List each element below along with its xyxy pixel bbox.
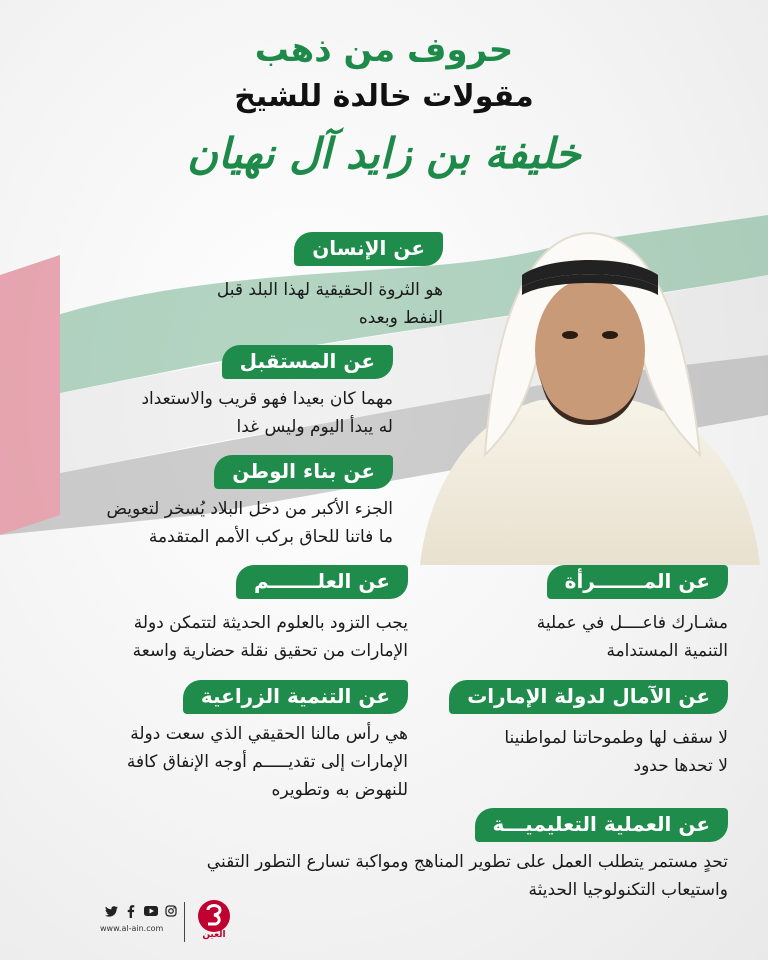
- text-line: الجزء الأكبر من دخل البلاد يُسخر لتعويض: [106, 499, 393, 519]
- section-heading: عن المـــــــرأة: [547, 565, 728, 599]
- section-text: [23, 276, 443, 332]
- text-line: مشـارك فاعــــل في عملية: [536, 613, 728, 633]
- text-line: ما فاتنا للحاق بركب الأمم المتقدمة: [148, 527, 393, 547]
- text-line: للنهوض به وتطويره: [271, 780, 408, 800]
- text-line: مهما كان بعيدا فهو قريب والاستعداد: [141, 389, 393, 409]
- calligraphy-name: خليفة بن زايد آل نهيان: [187, 129, 581, 178]
- section-text: [428, 609, 728, 665]
- social-icons: [104, 904, 178, 918]
- portrait-image: [400, 225, 768, 565]
- section-text: [13, 720, 408, 804]
- text-line: يجب التزود بالعلوم الحديثة لتتمكن دولة: [133, 613, 408, 633]
- text-line: لا تحدها حدود: [633, 756, 728, 776]
- twitter-icon[interactable]: [104, 904, 118, 918]
- text-line: هو الثروة الحقيقية لهذا البلد قبل: [216, 280, 443, 300]
- text-line: الإمارات إلى تقديـــــم أوجه الإنفاق كافة: [126, 752, 408, 772]
- section-heading: عن الإنسان: [294, 232, 443, 266]
- section-woman: [428, 565, 728, 665]
- section-agriculture: [13, 680, 408, 804]
- text-line: واستيعاب التكنولوجيا الحديثة: [528, 880, 728, 900]
- section-text: [28, 848, 728, 904]
- section-future: [13, 345, 393, 441]
- text-line: لا سقف لها وطموحاتنا لمواطنينا: [504, 728, 728, 748]
- section-text: [13, 609, 408, 665]
- facebook-icon[interactable]: [124, 904, 138, 918]
- section-heading: عن الآمال لدولة الإمارات: [449, 680, 728, 714]
- section-text: [13, 495, 393, 551]
- section-heading: عن التنمية الزراعية: [183, 680, 408, 714]
- section-hopes: [418, 680, 728, 780]
- logo-text: العين: [202, 930, 226, 940]
- footer: [100, 898, 300, 950]
- website-url[interactable]: www.al-ain.com: [100, 924, 164, 933]
- page-title: حروف من ذهب: [254, 30, 514, 70]
- section-nation: [13, 455, 393, 551]
- text-line: تحدٍ مستمر يتطلب العمل على تطوير المناهج ومواكبة تسارع التطور التقني: [206, 852, 728, 872]
- text-line: النفط وبعده: [358, 308, 443, 328]
- section-human: [23, 232, 443, 332]
- text-line: له يبدأ اليوم وليس غدا: [236, 417, 393, 437]
- section-heading: عن العلـــــــم: [236, 565, 408, 599]
- youtube-icon[interactable]: [144, 904, 158, 918]
- text-line: الإمارات من تحقيق نقلة حضارية واسعة: [132, 641, 408, 661]
- header: [0, 28, 768, 184]
- text-line: التنمية المستدامة: [606, 641, 728, 661]
- footer-divider: [184, 902, 185, 942]
- text-line: هي رأس مالنا الحقيقي الذي سعت دولة: [130, 724, 408, 744]
- section-text: [13, 385, 393, 441]
- page-subtitle: مقولات خالدة للشيخ: [234, 79, 534, 114]
- section-text: [418, 724, 728, 780]
- section-heading: عن المستقبل: [222, 345, 393, 379]
- section-science: [13, 565, 408, 665]
- section-heading: عن بناء الوطن: [214, 455, 393, 489]
- instagram-icon[interactable]: [164, 904, 178, 918]
- section-heading: عن العملية التعليميـــة: [475, 808, 728, 842]
- section-education: [28, 808, 728, 904]
